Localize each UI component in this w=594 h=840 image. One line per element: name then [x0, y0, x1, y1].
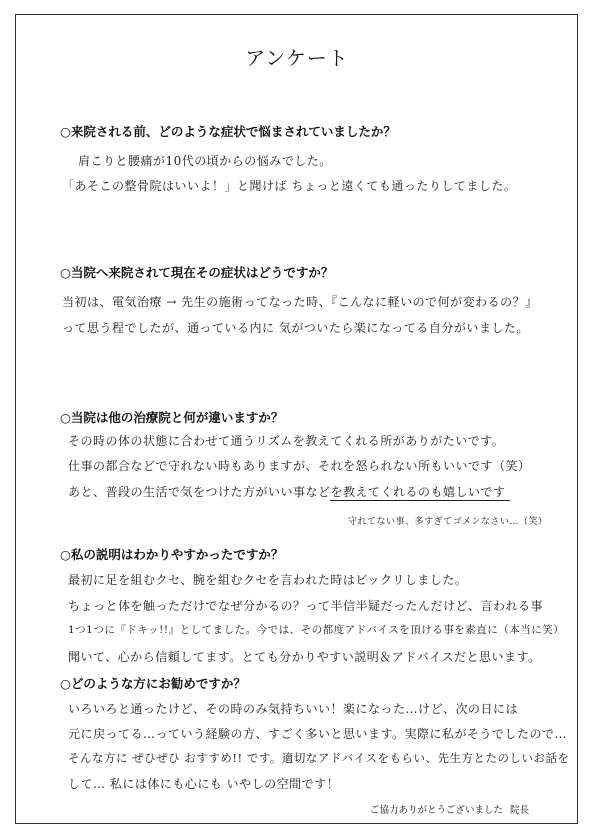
- question-2: ○当院へ来院されて現在その症状はどうですか？: [60, 265, 334, 280]
- handwritten-underline: [330, 500, 510, 501]
- answer-1-line-1: 肩こりと腰痛が10代の頃からの悩みでした。: [78, 154, 332, 168]
- answer-5-line-1: いろいろと通ったけど、その時のみ気持ちいい！楽になった…けど、次の日には: [68, 702, 519, 716]
- answer-4-line-1: 最初に足を組むクセ、腕を組むクセを言われた時はビックリしました。: [68, 573, 468, 587]
- footer-signature: 院長: [510, 805, 530, 816]
- question-4: ○私の説明はわかりやすかったですか？: [60, 547, 284, 562]
- answer-5-line-4: して… 私には体にも心にも いやしの空間です！: [68, 777, 340, 791]
- answer-1-line-2: 「あそこの整骨院はいいよ！」と聞けば ちょっと遠くても通ったりしてました。: [62, 179, 517, 193]
- question-3: ○当院は他の治療院と何が違いますか？: [60, 410, 284, 425]
- answer-4-line-4: 聞いて、心から信頼してます。とても分かりやすい説明＆アドバイスだと思います。: [68, 650, 541, 664]
- answer-2-line-2: って思う程でしたが、通っている内に 気がついたら楽になってる自分がいました。: [62, 321, 529, 335]
- answer-2-line-1: 当初は、電気治療 → 先生の施術ってなった時、『こんなに軽いので何が変わるの？』: [62, 295, 538, 309]
- answer-5-line-2: 元に戻ってる…っていう経験の方、すごく多いと思います。実際に私がそうでしたので…: [68, 727, 568, 741]
- answer-3-line-2: 仕事の都合などで守れない時もありますが、それを怒られない所もいいです（笑）: [68, 459, 531, 473]
- page-title: アンケート: [245, 46, 349, 70]
- question-5: ○どのような方にお勧めですか？: [60, 676, 246, 691]
- answer-4-line-3: 1つ1つに『ドキッ!!』としてました。今では、その都度アドバイスを頂ける事を素直に（本当に笑）: [68, 624, 565, 636]
- answer-3-line-1: その時の体の状態に合わせて通うリズムを教えてくれる所がありがたいです。: [68, 434, 505, 448]
- answer-3-line-3: あと、普段の生活で気をつけた方がいい事などを教えてくれるのも嬉しいです: [68, 485, 506, 499]
- answer-5-line-3: そんな方に ぜひぜひ おすすめ!! です。適切なアドバイスをもらい、先生方とたのしいお話を: [68, 751, 570, 765]
- footer-thanks: ご協力ありがとうございました: [370, 805, 504, 816]
- question-1: ○来院される前、どのような症状で悩まされていましたか？: [60, 124, 396, 139]
- answer-4-line-2: ちょっと体を触っただけでなぜ分かるの？って半信半疑だったんだけど、言われる事: [68, 599, 544, 613]
- answer-3-note: 守れてない事、多すぎてゴメンなさい…（笑）: [348, 517, 548, 527]
